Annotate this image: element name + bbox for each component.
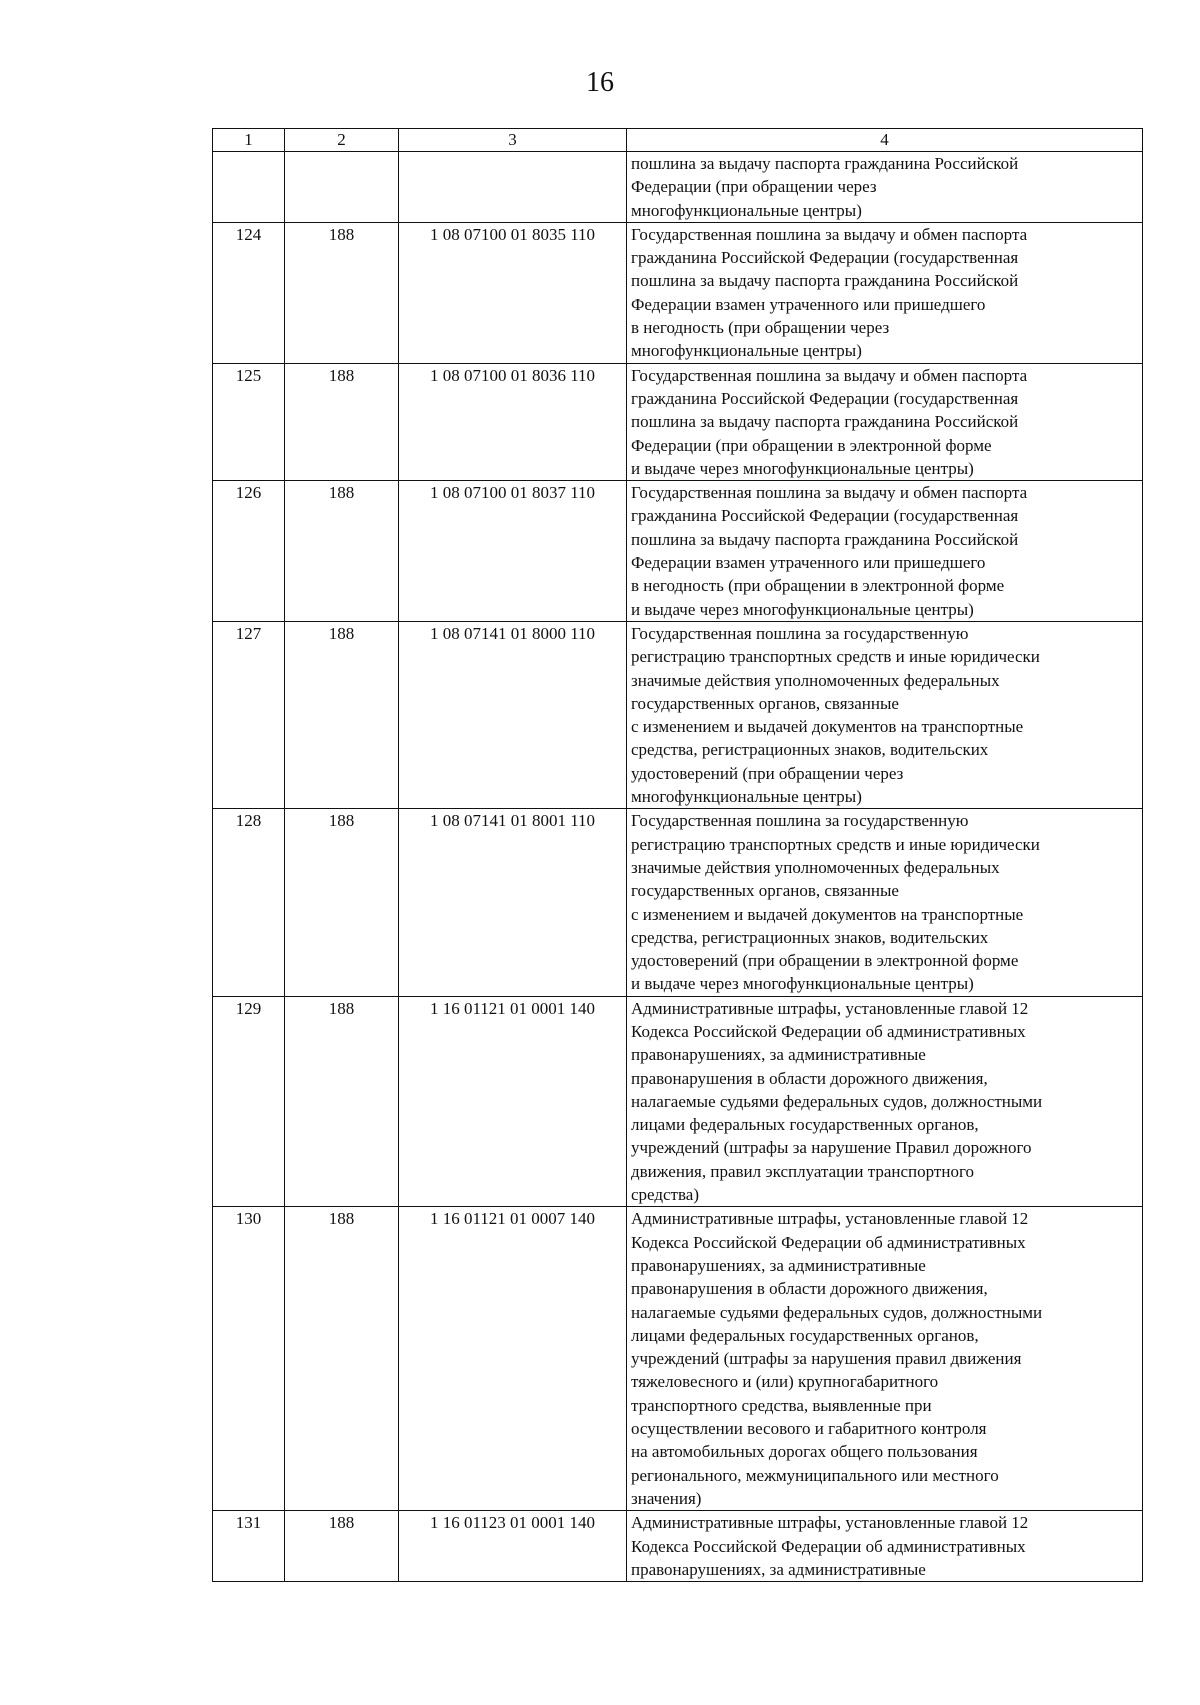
description-line: Кодекса Российской Федерации об административных xyxy=(631,1021,1026,1041)
description-line: правонарушениях, за административные xyxy=(631,1045,926,1065)
description-line: в негодность (при обращении в электронной форме xyxy=(631,576,1005,596)
budget-classification-code-cell xyxy=(399,152,627,223)
budget-classification-code-cell: 1 16 01123 01 0001 140 xyxy=(399,1511,627,1582)
description-line: пошлина за выдачу паспорта гражданина Российской xyxy=(631,271,1019,291)
budget-classification-code-cell: 1 08 07141 01 8001 110 xyxy=(399,809,627,996)
administrator-code-cell: 188 xyxy=(285,1511,399,1582)
description-line: гражданина Российской Федерации (государственная xyxy=(631,248,1019,268)
description-line: Федерации (при обращении в электронной форме xyxy=(631,435,992,455)
row-number-cell: 131 xyxy=(213,1511,285,1582)
row-number-cell: 126 xyxy=(213,481,285,622)
description-line: Государственная пошлина за выдачу и обмен паспорта xyxy=(631,483,1028,503)
budget-classification-code-cell: 1 08 07100 01 8037 110 xyxy=(399,481,627,622)
budget-classification-code-cell: 1 08 07141 01 8000 110 xyxy=(399,621,627,808)
description-line: с изменением и выдачей документов на транспортные xyxy=(631,904,1024,924)
description-line: в негодность (при обращении через xyxy=(631,318,890,338)
table-row xyxy=(213,1511,1143,1582)
description-line: Государственная пошлина за государственную xyxy=(631,623,969,643)
description-line: налагаемые судьями федеральных судов, должностными xyxy=(631,1302,1043,1322)
description-line: правонарушения в области дорожного движения, xyxy=(631,1279,988,1299)
description-cell xyxy=(627,363,1143,480)
table-row xyxy=(213,481,1143,622)
table-row xyxy=(213,363,1143,480)
description-line: средства, регистрационных знаков, водительских xyxy=(631,927,989,947)
description-cell xyxy=(627,809,1143,996)
description-line: значимые действия уполномоченных федеральных xyxy=(631,857,1000,877)
description-line: правонарушениях, за административные xyxy=(631,1559,926,1579)
description-line: удостоверений (при обращении через xyxy=(631,763,904,783)
description-line: тяжеловесного и (или) крупногабаритного xyxy=(631,1372,939,1392)
description-line: государственных органов, связанные xyxy=(631,881,899,901)
description-line: средства) xyxy=(631,1185,699,1205)
administrator-code-cell: 188 xyxy=(285,363,399,480)
administrator-code-cell xyxy=(285,152,399,223)
description-line: Федерации (при обращении через xyxy=(631,177,877,197)
description-line: гражданина Российской Федерации (государственная xyxy=(631,506,1019,526)
description-line: регионального, межмуниципального или местного xyxy=(631,1465,999,1485)
table-row xyxy=(213,222,1143,363)
budget-classification-code-cell: 1 16 01121 01 0007 140 xyxy=(399,1207,627,1511)
description-line: значимые действия уполномоченных федеральных xyxy=(631,670,1000,690)
column-header-4: 4 xyxy=(627,129,1143,152)
administrator-code-cell: 188 xyxy=(285,481,399,622)
column-header-3: 3 xyxy=(399,129,627,152)
description-line: учреждений (штрафы за нарушение Правил дорожного xyxy=(631,1138,1032,1158)
table-row xyxy=(213,1207,1143,1511)
header-row xyxy=(213,129,1143,152)
description-line: и выдаче через многофункциональные центры) xyxy=(631,458,974,478)
description-line: движения, правил эксплуатации транспортного xyxy=(631,1161,974,1181)
budget-codes-table xyxy=(212,128,1143,1582)
page-number: 16 xyxy=(586,67,614,98)
administrator-code-cell: 188 xyxy=(285,1207,399,1511)
table-body xyxy=(213,152,1143,1582)
description-line: Кодекса Российской Федерации об административных xyxy=(631,1232,1026,1252)
description-line: государственных органов, связанные xyxy=(631,693,899,713)
description-cell xyxy=(627,152,1143,223)
description-line: Федерации взамен утраченного или пришедшего xyxy=(631,553,986,573)
description-line: гражданина Российской Федерации (государственная xyxy=(631,388,1019,408)
description-line: Государственная пошлина за выдачу и обмен паспорта xyxy=(631,224,1028,244)
table-row xyxy=(213,621,1143,808)
description-line: многофункциональные центры) xyxy=(631,787,862,807)
description-line: и выдаче через многофункциональные центры) xyxy=(631,974,974,994)
description-line: регистрацию транспортных средств и иные юридически xyxy=(631,647,1040,667)
budget-classification-code-cell: 1 16 01121 01 0001 140 xyxy=(399,996,627,1207)
administrator-code-cell: 188 xyxy=(285,996,399,1207)
description-line: значения) xyxy=(631,1488,702,1508)
description-cell xyxy=(627,996,1143,1207)
row-number-cell: 127 xyxy=(213,621,285,808)
description-line: Государственная пошлина за государственную xyxy=(631,811,969,831)
row-number-cell: 128 xyxy=(213,809,285,996)
description-line: удостоверений (при обращении в электронной форме xyxy=(631,951,1019,971)
description-line: осуществлении весового и габаритного контроля xyxy=(631,1419,987,1439)
description-cell xyxy=(627,1511,1143,1582)
description-cell xyxy=(627,621,1143,808)
description-cell xyxy=(627,222,1143,363)
description-line: Административные штрафы, установленные главой 12 xyxy=(631,1513,1029,1533)
administrator-code-cell: 188 xyxy=(285,809,399,996)
description-line: транспортного средства, выявленные при xyxy=(631,1395,932,1415)
row-number-cell: 124 xyxy=(213,222,285,363)
description-line: пошлина за выдачу паспорта гражданина Российской xyxy=(631,529,1019,549)
description-line: многофункциональные центры) xyxy=(631,200,862,220)
description-line: средства, регистрационных знаков, водительских xyxy=(631,740,989,760)
description-line: Государственная пошлина за выдачу и обмен паспорта xyxy=(631,365,1028,385)
description-line: правонарушениях, за административные xyxy=(631,1255,926,1275)
description-line: многофункциональные центры) xyxy=(631,341,862,361)
budget-classification-code-cell: 1 08 07100 01 8036 110 xyxy=(399,363,627,480)
row-number-cell: 125 xyxy=(213,363,285,480)
description-line: Административные штрафы, установленные главой 12 xyxy=(631,1209,1029,1229)
description-line: пошлина за выдачу паспорта гражданина Российской xyxy=(631,412,1019,432)
description-line: Федерации взамен утраченного или пришедшего xyxy=(631,294,986,314)
description-line: лицами федеральных государственных органов, xyxy=(631,1115,979,1135)
column-header-2: 2 xyxy=(285,129,399,152)
description-line: налагаемые судьями федеральных судов, должностными xyxy=(631,1091,1043,1111)
description-cell xyxy=(627,1207,1143,1511)
column-header-1: 1 xyxy=(213,129,285,152)
table-row xyxy=(213,152,1143,223)
description-line: Административные штрафы, установленные главой 12 xyxy=(631,998,1029,1018)
description-line: и выдаче через многофункциональные центры) xyxy=(631,599,974,619)
description-line: на автомобильных дорогах общего пользования xyxy=(631,1442,978,1462)
description-line: Кодекса Российской Федерации об административных xyxy=(631,1536,1026,1556)
table-row xyxy=(213,996,1143,1207)
description-line: правонарушения в области дорожного движения, xyxy=(631,1068,988,1088)
budget-classification-code-cell: 1 08 07100 01 8035 110 xyxy=(399,222,627,363)
description-cell xyxy=(627,481,1143,622)
table-row xyxy=(213,809,1143,996)
row-number-cell xyxy=(213,152,285,223)
row-number-cell: 129 xyxy=(213,996,285,1207)
description-line: пошлина за выдачу паспорта гражданина Российской xyxy=(631,154,1019,173)
administrator-code-cell: 188 xyxy=(285,621,399,808)
row-number-cell: 130 xyxy=(213,1207,285,1511)
administrator-code-cell: 188 xyxy=(285,222,399,363)
description-line: лицами федеральных государственных органов, xyxy=(631,1325,979,1345)
description-line: с изменением и выдачей документов на транспортные xyxy=(631,717,1024,737)
description-line: регистрацию транспортных средств и иные юридически xyxy=(631,834,1040,854)
description-line: учреждений (штрафы за нарушения правил движения xyxy=(631,1349,1022,1369)
